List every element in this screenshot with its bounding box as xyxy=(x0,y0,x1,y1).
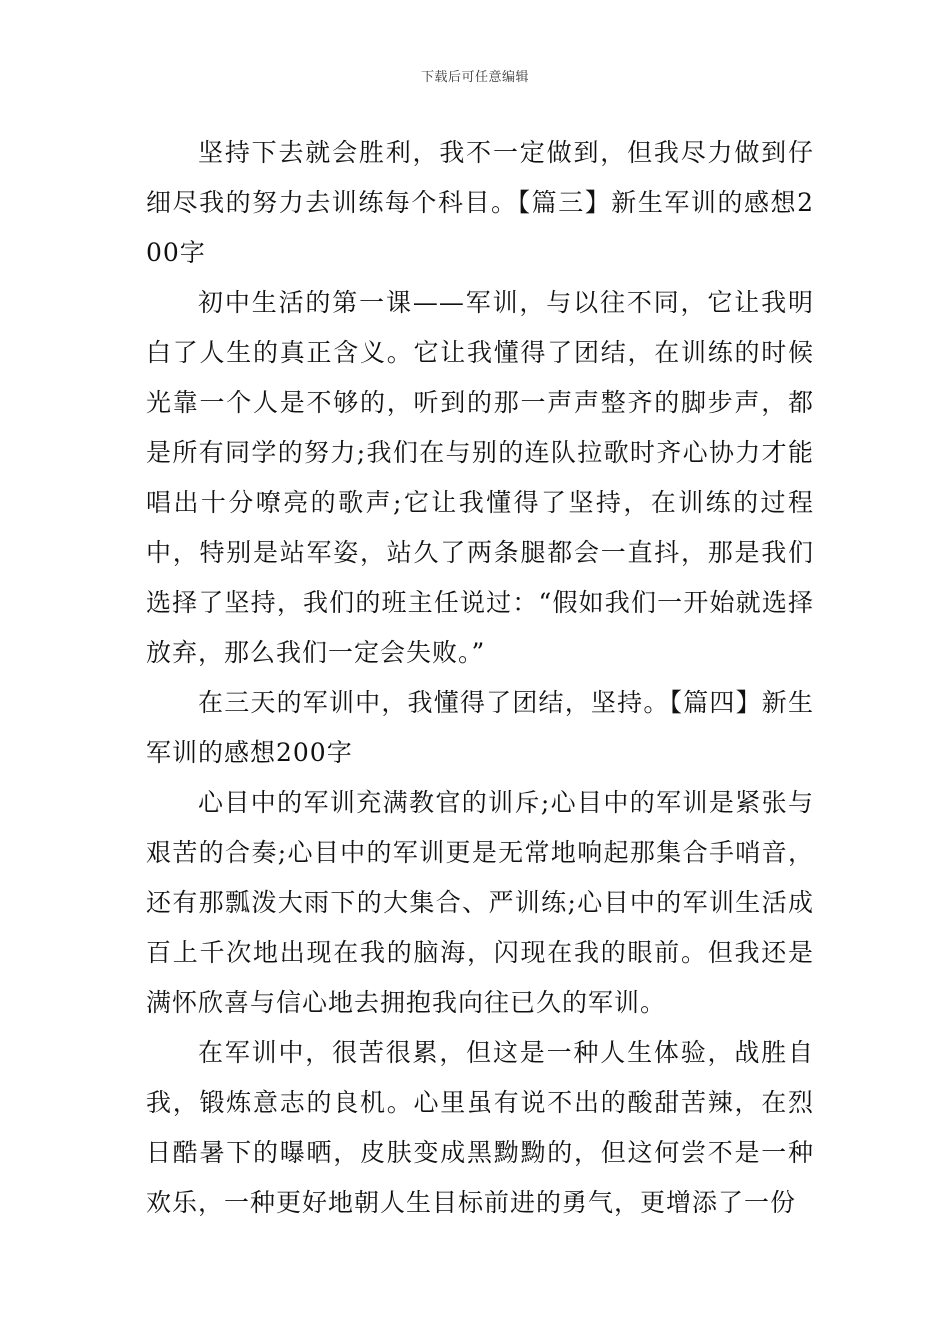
header-note: 下载后可任意编辑 xyxy=(420,70,529,85)
document-body xyxy=(146,128,814,1228)
paragraph: 心目中的军训充满教官的训斥;心目中的军训是紧张与艰苦的合奏;心目中的军训更是无常地响起那集合手哨音，还有那瓢泼大雨下的大集合、严训练;心目中的军训生活成百上千次地出现在我的脑海，闪现在我的眼前。但我还是满怀欣喜与信心地去拥抱我向往已久的军训。 xyxy=(146,788,814,1017)
paragraph: 在三天的军训中，我懂得了团结，坚持。【篇四】新生军训的感想200字 xyxy=(146,688,814,767)
paragraph: 在军训中，很苦很累，但这是一种人生体验，战胜自我，锻炼意志的良机。心里虽有说不出的酸甜苦辣，在烈日酷暑下的曝晒，皮肤变成黑黝黝的，但这何尝不是一种欢乐，一种更好地朝人生目标前进的勇气，更增添了一份 xyxy=(146,1038,814,1217)
paragraph: 初中生活的第一课——军训，与以往不同，它让我明白了人生的真正含义。它让我懂得了团结，在训练的时候光靠一个人是不够的，听到的那一声声整齐的脚步声，都是所有同学的努力;我们在与别的连队拉歌时齐心协力才能唱出十分嘹亮的歌声;它让我懂得了坚持，在训练的过程中，特别是站军姿，站久了两条腿都会一直抖，那是我们选择了坚持，我们的班主任说过：“假如我们一开始就选择放弃，那么我们一定会失败。” xyxy=(146,288,814,667)
paragraph: 坚持下去就会胜利，我不一定做到，但我尽力做到仔细尽我的努力去训练每个科目。【篇三】新生军训的感想200字 xyxy=(146,138,814,267)
